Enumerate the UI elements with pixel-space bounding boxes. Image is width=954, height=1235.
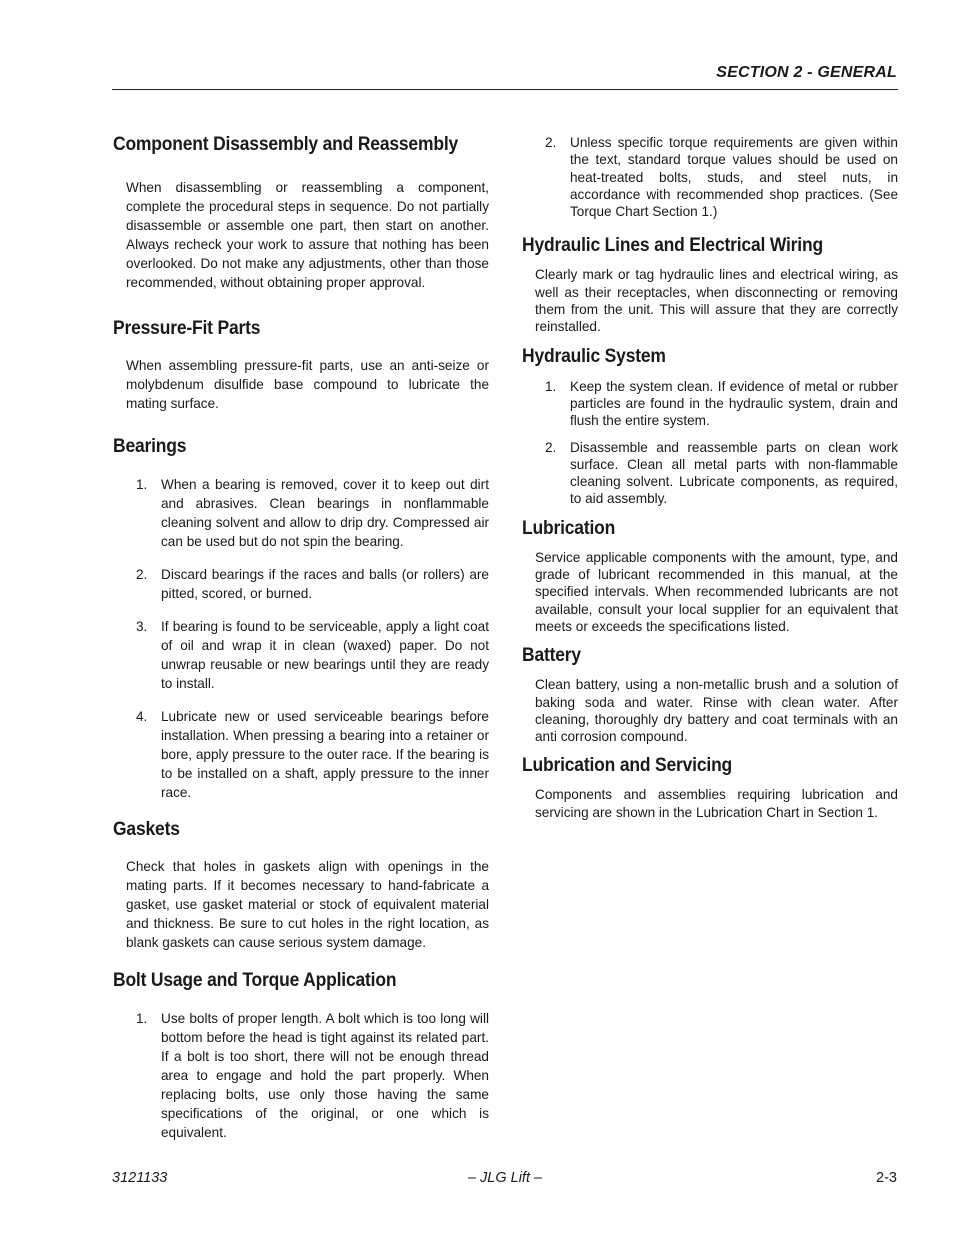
heading-component-disassembly: Component Disassembly and Reassembly — [113, 134, 459, 155]
list-number: 2. — [545, 135, 557, 150]
list-item — [522, 439, 898, 508]
heading-hydraulic-lines: Hydraulic Lines and Electrical Wiring — [522, 235, 823, 257]
list-number: 1. — [136, 477, 148, 492]
list-item — [113, 617, 489, 693]
heading-gaskets: Gaskets — [113, 819, 180, 840]
paragraph-lubrication-servicing: Components and assemblies requiring lubrication and servicing are shown in the Lubrication Chart in Section 1. — [535, 787, 898, 820]
heading-bolt-usage: Bolt Usage and Torque Application — [113, 970, 397, 991]
paragraph-lubrication: Service applicable components with the amount, type, and grade of lubricant recommended in this manual, at the specified intervals. When recommended lubricants are not available, consult your local supplier for an equivalent that meets or exceeds the specifications listed. — [535, 549, 898, 634]
list-number: 1. — [136, 1011, 148, 1026]
list-text: Disassemble and reassemble parts on clean work surface. Clean all metal parts with non-flammable cleaning solvent. Lubricate components, as required, to aid assembly. — [570, 439, 898, 507]
list-item — [113, 565, 489, 603]
heading-pressure-fit: Pressure-Fit Parts — [113, 318, 261, 339]
heading-battery: Battery — [522, 645, 581, 667]
list-text: Keep the system clean. If evidence of metal or rubber particles are found in the hydraulic system, drain and flush the entire system. — [570, 378, 898, 429]
right-column — [522, 134, 898, 821]
heading-bearings: Bearings — [113, 436, 187, 457]
list-item — [113, 475, 489, 551]
list-text: If bearing is found to be serviceable, apply a light coat of oil and wrap it in clean (waxed) paper. Do not unwrap reusable or new bearings until they are ready to install. — [161, 619, 489, 691]
header-rule — [112, 89, 898, 90]
footer-doc-number: 3121133 — [112, 1170, 168, 1186]
paragraph-pressure-fit: When assembling pressure-fit parts, use an anti-seize or molybdenum disulfide base compound to lubricate the mating surface. — [126, 358, 489, 411]
list-item — [522, 134, 898, 220]
list-text: Unless specific torque requirements are given within the text, standard torque values should be used on heat-treated bolts, studs, and steel nuts, in accordance with recommended shop practices. (See Torque Chart Section 1.) — [570, 135, 898, 220]
footer-publisher: – JLG Lift – — [467, 1170, 543, 1186]
footer-page-number: 2-3 — [876, 1170, 897, 1186]
heading-lubrication: Lubrication — [522, 517, 616, 539]
paragraph-battery: Clean battery, using a non-metallic brush and a solution of baking soda and water. Rinse with clean water. After cleaning, thoroughly dry battery and coat terminals with an anti corrosion compound. — [535, 677, 898, 745]
list-item — [113, 707, 489, 802]
bolt-usage-list-continued — [522, 134, 898, 220]
paragraph-component-disassembly: When disassembling or reassembling a component, complete the procedural steps in sequence. Do not partially disassemble or assemble one part, then start on another. Always recheck your work to assure that nothing has been overlooked. Do not make any adjustments, other than those recommended, without obtaining proper approval. — [126, 180, 489, 290]
list-number: 4. — [136, 709, 148, 724]
hydraulic-system-list — [522, 378, 898, 508]
bolt-usage-list — [113, 1009, 489, 1142]
list-text: Discard bearings if the races and balls (or rollers) are pitted, scored, or burned. — [161, 567, 489, 601]
section-header-title: SECTION 2 - GENERAL — [716, 64, 897, 81]
left-column — [113, 128, 489, 1142]
list-item — [522, 378, 898, 430]
list-number: 2. — [136, 567, 148, 582]
list-number: 1. — [545, 378, 557, 394]
paragraph-hydraulic-lines: Clearly mark or tag hydraulic lines and electrical wiring, as well as their receptacles, when disconnecting or removing them from the unit. This will assure that they are correctly reinstalled. — [535, 267, 898, 335]
list-number: 3. — [136, 619, 148, 634]
list-number: 2. — [545, 439, 557, 455]
heading-hydraulic-system: Hydraulic System — [522, 345, 666, 367]
bearings-list — [113, 475, 489, 802]
list-text: Lubricate new or used serviceable bearings before installation. When pressing a bearing into a retainer or bore, apply pressure to the outer race. If the bearing is to be installed on a shaft, apply pressure to the inner race. — [161, 709, 489, 800]
paragraph-gaskets: Check that holes in gaskets align with openings in the mating parts. If it becomes necessary to hand-fabricate a gasket, use gasket material or stock of equivalent material and thickness. Be sure to cut holes in the right location, as blank gaskets can cause serious system damage. — [126, 859, 489, 950]
heading-lubrication-servicing: Lubrication and Servicing — [522, 755, 733, 777]
list-item — [113, 1009, 489, 1142]
list-text: Use bolts of proper length. A bolt which is too long will bottom before the head is tight against its related part. If a bolt is too short, there will not be enough thread area to engage and hold the part properly. When replacing bolts, use only those having the same specifications of the original, or one which is equivalent. — [161, 1011, 489, 1140]
list-text: When a bearing is removed, cover it to keep out dirt and abrasives. Clean bearings in nonflammable cleaning solvent and allow to drip dry. Compressed air can be used but do not spin the bearing. — [161, 477, 489, 549]
